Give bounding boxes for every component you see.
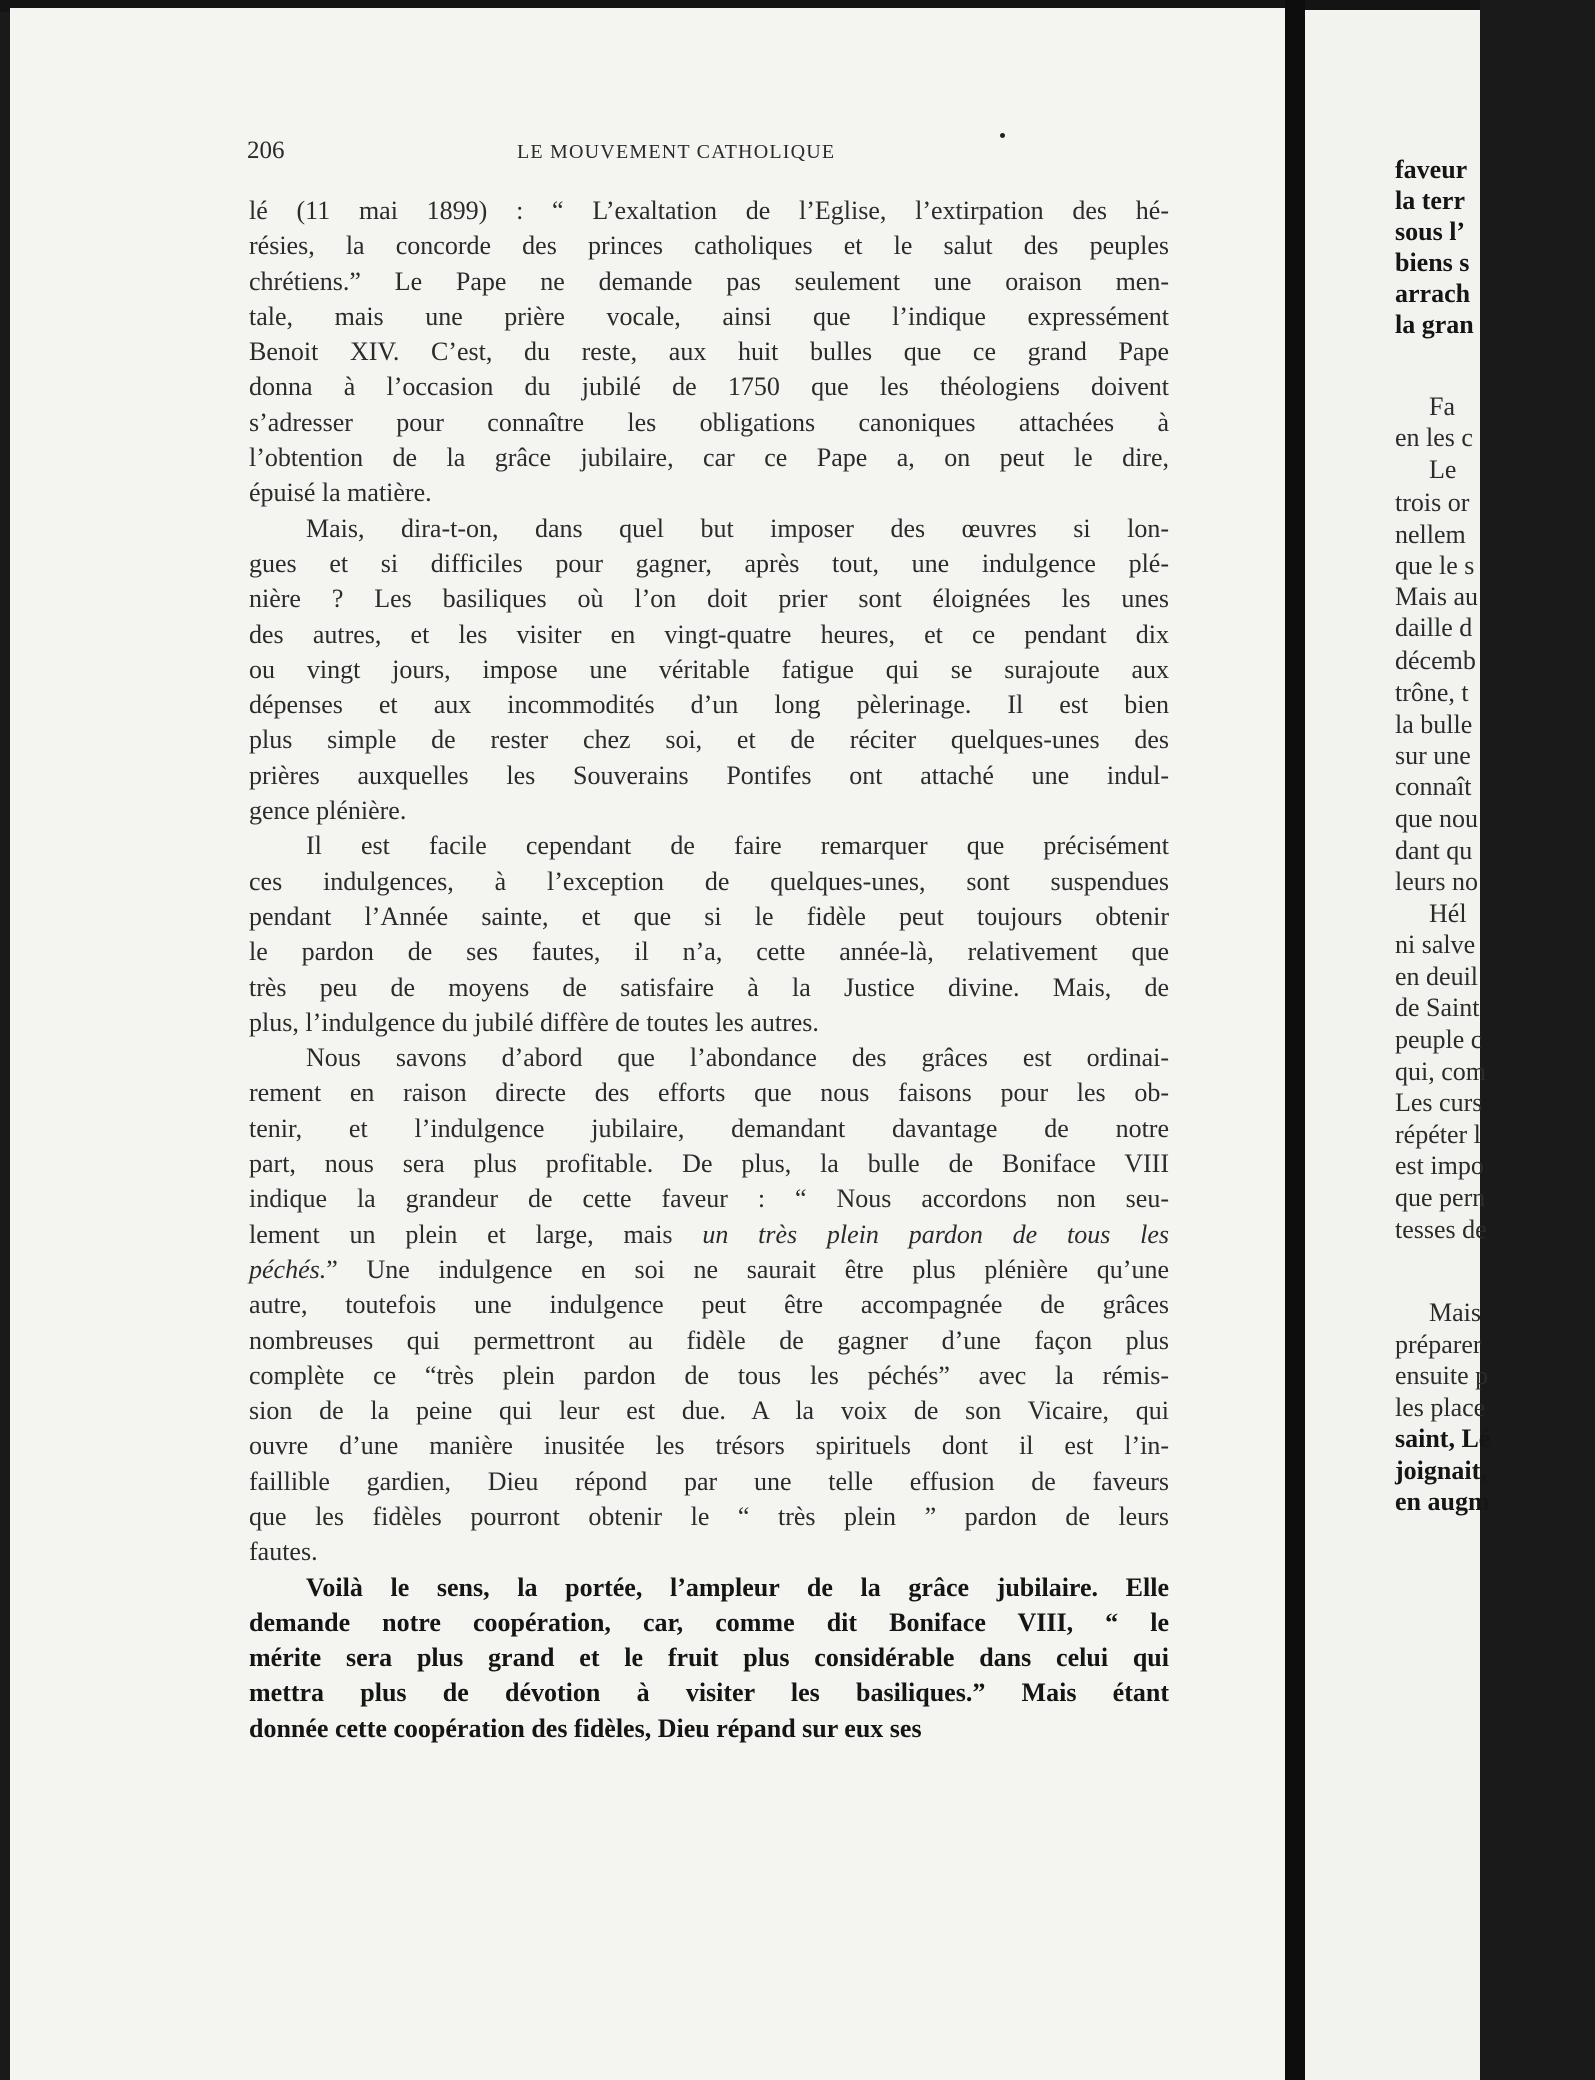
text-line: tenir, et l’indulgence jubilaire, demandant davantage de notre <box>249 1113 1169 1143</box>
italic-text: un très plein pardon de tous les <box>702 1219 1169 1249</box>
text-line: l’obtention de la grâce jubilaire, car ce Pape a, on peut le dire, <box>249 443 1169 473</box>
facing-page-line: en augm <box>1395 1487 1490 1516</box>
italic-text: péchés. <box>249 1254 327 1284</box>
facing-page-line: que pern <box>1395 1183 1486 1212</box>
text-line: mérite sera plus grand et le fruit plus considérable dans celui qui <box>249 1643 1169 1673</box>
facing-page-line: faveur <box>1395 155 1468 184</box>
text-line: Mais, dira-t-on, dans quel but imposer des œuvres si lon- <box>306 513 1169 543</box>
facing-page-line: décemb <box>1395 646 1476 675</box>
text-line: nombreuses qui permettront au fidèle de gagner d’une façon plus <box>249 1325 1169 1355</box>
text-line: plus, l’indulgence du jubilé diffère de toutes les autres. <box>249 1007 819 1037</box>
facing-page-line: tesses de <box>1395 1215 1487 1244</box>
text-line <box>249 1217 1169 1252</box>
text-line: autre, toutefois une indulgence peut être accompagnée de grâces <box>249 1290 1169 1320</box>
text-line: Il est facile cependant de faire remarquer que précisément <box>306 831 1169 861</box>
text-line: résies, la concorde des princes catholiques et le salut des peuples <box>249 231 1169 261</box>
text-line: prières auxquelles les Souverains Pontifes ont attaché une indul- <box>249 760 1169 790</box>
facing-page-line: biens s <box>1395 248 1470 277</box>
text-line: ces indulgences, à l’exception de quelques-unes, sont suspendues <box>249 866 1169 896</box>
facing-page-line: préparer <box>1395 1330 1482 1359</box>
text-line <box>249 1252 1169 1287</box>
text-line: lé (11 mai 1899) : “ L’exaltation de l’Eglise, l’extirpation des hé- <box>249 196 1169 225</box>
facing-page-line: Le <box>1429 455 1457 484</box>
facing-page-line: que le s <box>1395 551 1475 580</box>
facing-page-line: la terr <box>1395 186 1466 215</box>
text-line: ouvre d’une manière inusitée les trésors spirituels dont il est l’in- <box>249 1431 1169 1461</box>
text-line: complète ce “très plein pardon de tous les péchés” avec la rémis- <box>249 1360 1169 1390</box>
facing-page-line: peuple c <box>1395 1025 1483 1054</box>
text-line: mettra plus de dévotion à visiter les basiliques.” Mais étant <box>249 1678 1169 1708</box>
facing-page-line: dant qu <box>1395 836 1473 865</box>
facing-page-line: ni salve <box>1395 930 1476 959</box>
text-line: nière ? Les basiliques où l’on doit prier sont éloignées les unes <box>249 584 1169 614</box>
text-line: ou vingt jours, impose une véritable fatigue qui se surajoute aux <box>249 654 1169 684</box>
facing-page-line: Les curs <box>1395 1088 1483 1117</box>
facing-page-line: joignait, <box>1395 1456 1487 1485</box>
running-title: LE MOUVEMENT CATHOLIQUE <box>517 141 836 163</box>
facing-page-line: trône, t <box>1395 678 1469 707</box>
text-run: lement un plein et large, mais <box>249 1219 703 1249</box>
facing-page-line: arrach <box>1395 279 1471 308</box>
facing-page-line: sous l’ <box>1395 217 1466 246</box>
text-line: des autres, et les visiter en vingt-quatre heures, et ce pendant dix <box>249 619 1169 649</box>
text-line: épuisé la matière. <box>249 478 432 508</box>
facing-page-line: que nou <box>1395 804 1479 833</box>
text-line: gence plénière. <box>249 796 407 826</box>
text-line: chrétiens.” Le Pape ne demande pas seulement une oraison men- <box>249 266 1169 296</box>
facing-page-line: la gran <box>1395 310 1474 339</box>
text-line: donna à l’occasion du jubilé de 1750 que les théologiens doivent <box>249 372 1169 402</box>
text-line: indique la grandeur de cette faveur : “ Nous accordons non seu- <box>249 1184 1169 1214</box>
text-line: plus simple de rester chez soi, et de réciter quelques-unes des <box>249 725 1169 755</box>
facing-page-line: nellem <box>1395 520 1466 549</box>
facing-page-line: les place <box>1395 1393 1486 1422</box>
facing-page-line: en deuil <box>1395 962 1479 991</box>
facing-page-line: Mais au <box>1395 582 1479 611</box>
body-text <box>249 193 1169 1746</box>
facing-page-line: Mais <box>1429 1298 1481 1327</box>
page-header <box>247 137 1167 167</box>
facing-page-line: daille d <box>1395 613 1473 642</box>
facing-page-line: de Saint <box>1395 993 1480 1022</box>
facing-page-line: répéter l <box>1395 1120 1481 1149</box>
text-line: s’adresser pour connaître les obligations canoniques attachées à <box>249 407 1169 437</box>
facing-page-line: qui, com <box>1395 1057 1486 1086</box>
text-line: part, nous sera plus profitable. De plus, la bulle de Boniface VIII <box>249 1149 1169 1179</box>
text-line: Voilà le sens, la portée, l’ampleur de la grâce jubilaire. Elle <box>306 1572 1169 1602</box>
facing-page-line: Fa <box>1429 392 1455 421</box>
paragraph <box>249 193 1169 511</box>
text-line: le pardon de ses fautes, il n’a, cette année-là, relativement que <box>249 937 1169 967</box>
facing-page-line: leurs no <box>1395 867 1479 896</box>
facing-page-line: connaît <box>1395 772 1472 801</box>
text-line: rement en raison directe des efforts que nous faisons pour les ob- <box>249 1078 1169 1108</box>
facing-page-line: en les c <box>1395 423 1473 452</box>
facing-page-line: la bulle <box>1395 710 1473 739</box>
text-line: Benoit XIV. C’est, du reste, aux huit bulles que ce grand Pape <box>249 337 1169 367</box>
text-line: donnée cette coopération des fidèles, Dieu répand sur eux ses <box>249 1713 922 1743</box>
facing-page-line: sur une <box>1395 741 1471 770</box>
paragraph <box>249 511 1169 829</box>
facing-page <box>1305 10 1491 2080</box>
paragraph <box>249 1040 1169 1569</box>
text-run: ” Une indulgence en soi ne saurait être plus plénière qu’une <box>326 1254 1169 1284</box>
ink-speck <box>1000 133 1005 138</box>
text-line: pendant l’Année sainte, et que si le fidèle peut toujours obtenir <box>249 901 1169 931</box>
facing-page-line: trois or <box>1395 488 1470 517</box>
page-number: 206 <box>247 137 285 164</box>
facing-page-line: Hél <box>1429 899 1467 928</box>
text-line: faillible gardien, Dieu répond par une telle effusion de faveurs <box>249 1466 1169 1496</box>
text-line: gues et si difficiles pour gagner, après tout, une indulgence plé- <box>249 548 1169 578</box>
text-line: fautes. <box>249 1537 318 1567</box>
text-line: tale, mais une prière vocale, ainsi que l’indique expressément <box>249 301 1169 331</box>
facing-page-line: ensuite p <box>1395 1361 1489 1390</box>
text-line: dépenses et aux incommodités d’un long pèlerinage. Il est bien <box>249 690 1169 720</box>
paragraph <box>249 1570 1169 1746</box>
text-line: sion de la peine qui leur est due. A la voix de son Vicaire, qui <box>249 1396 1169 1426</box>
text-line: demande notre coopération, car, comme dit Boniface VIII, “ le <box>249 1607 1169 1637</box>
facing-page-line: est impo <box>1395 1151 1484 1180</box>
facing-page-line: saint, Lé <box>1395 1424 1491 1453</box>
text-line: que les fidèles pourront obtenir le “ très plein ” pardon de leurs <box>249 1501 1169 1531</box>
paragraph <box>249 828 1169 1040</box>
book-gutter <box>1285 0 1305 2080</box>
text-line: Nous savons d’abord que l’abondance des grâces est ordinai- <box>306 1043 1169 1073</box>
text-line: très peu de moyens de satisfaire à la Justice divine. Mais, de <box>249 972 1169 1002</box>
